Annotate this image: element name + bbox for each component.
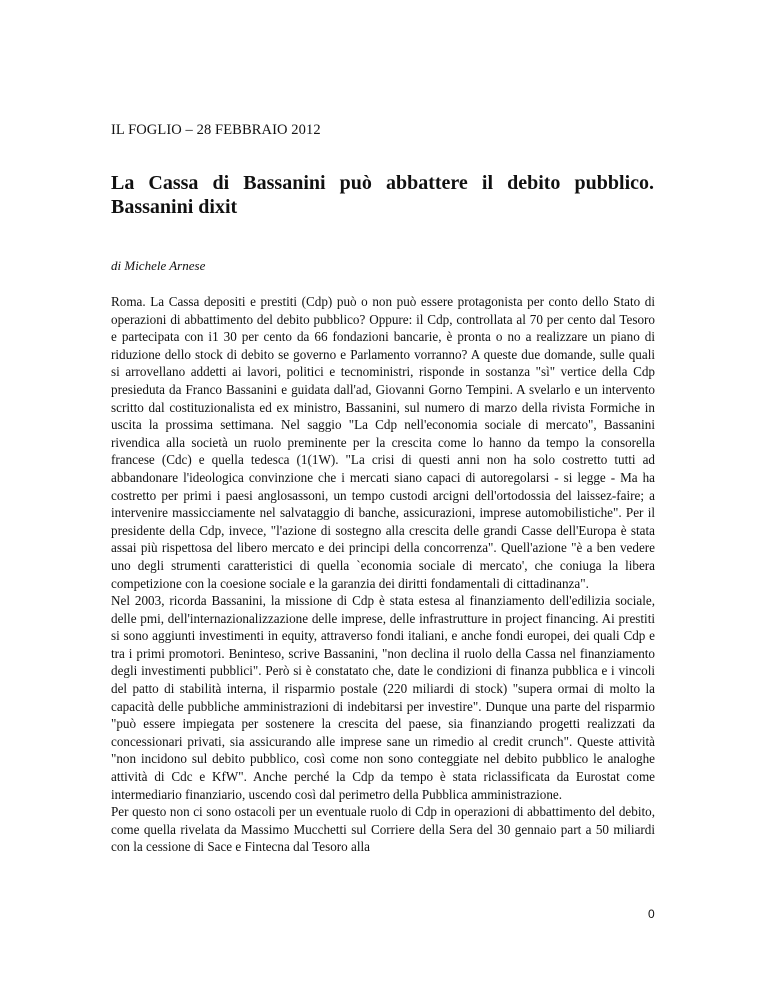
paragraph: Per questo non ci sono ostacoli per un eventuale ruolo di Cdp in operazioni di abbattimento del debito, come quella rivelata da Massimo Mucchetti sul Corriere della Sera del 30 gennaio part a 50 miliardi con la cessione di Sace e Fintecna dal Tesoro alla (111, 804, 655, 855)
page-number: 0 (648, 907, 655, 921)
paragraph: Nel 2003, ricorda Bassanini, la missione di Cdp è stata estesa al finanziamento dell'edilizia sociale, delle pmi, dell'internazionalizzazione delle imprese, delle infrastrutture in project financing. Ai prestiti si sono aggiunti investimenti in equity, attraverso fondi italiani, e anche fondi europei, dei quali Cdp e tra i primi promotori. Beninteso, scrive Bassanini, "non declina il ruolo della Cassa nel finanziamento degli investimenti pubblici". Però si è constatato che, date le condizioni di finanza pubblica e i vincoli del patto di stabilità interna, il risparmio postale (220 miliardi di stock) "supera ormai di molto la capacità delle pubbliche amministrazioni di indebitarsi per investire". Dunque una parte del risparmio "può essere impiegata per sostenere la crescita del paese, sia finanziando progetti realizzati da concessionari privati, sia assicurando alle imprese sane un rimedio al credit crunch". Queste attività "non incidono sul debito pubblico, così come non sono conteggiate nel debito pubblico le analoghe attività di Cdc e KfW". Anche perché la Cdp da tempo è stata riclassificata da Eurostat come intermediario finanziario, uscendo così dal perimetro della Pubblica amministrazione. (111, 593, 655, 802)
byline: di Michele Arnese (111, 258, 206, 273)
dateline: IL FOGLIO – 28 FEBBRAIO 2012 (111, 122, 321, 138)
headline-line-1: La Cassa di Bassanini può abbattere il debito pubblico. (111, 172, 654, 194)
headline (111, 171, 654, 219)
headline-line-2: Bassanini dixit (111, 196, 238, 218)
article-body (111, 293, 655, 856)
paragraph: Roma. La Cassa depositi e prestiti (Cdp) può o non può essere protagonista per conto dello Stato di operazioni di abbattimento del debito pubblico? Oppure: il Cdp, controllata al 70 per cento dal Tesoro e partecipata con i1 30 per cento da 66 fondazioni bancarie, è pronta o no a realizzare un piano di riduzione dello stock di debito se governo e Parlamento vorranno? A queste due domande, sulle quali si arrovellano addetti ai lavori, politici e tecnoministri, risponde in sostanza "sì" vertice della Cdp presieduta da Franco Bassanini e guidata dall'ad, Giovanni Gorno Tempini. A svelarlo e un intervento scritto dal costituzionalista ed ex ministro, Bassanini, sul numero di marzo della rivista Formiche in uscita la prossima settimana. Nel saggio "La Cdp nell'economia sociale di mercato", Bassanini rivendica alla società un ruolo preminente per la crescita come lo hanno da tempo la consorella francese (Cdc) e quella tedesca (1(1W). "La crisi di questi anni non ha solo costretto tutti ad abbandonare l'ideologica convinzione che i mercati siano capaci di autoregolarsi - si legge - Ma ha costretto per primi i paesi anglosassoni, un tempo custodi arcigni dell'ortodossia del laissez-faire; a intervenire massicciamente nel salvataggio di banche, assicurazioni, imprese automobilistiche". Per il presidente della Cdp, invece, "l'azione di sostegno alla crescita delle grandi Casse dell'Europa è stata assai più rispettosa del libero mercato e dei principi della concorrenza". Quell'azione "è a ben vedere uno degli strumenti caratteristici di quella `economia sociale di mercato', che coniuga la libera competizione con la coesione sociale e la garanzia dei diritti fondamentali di cittadinanza". (111, 294, 655, 591)
